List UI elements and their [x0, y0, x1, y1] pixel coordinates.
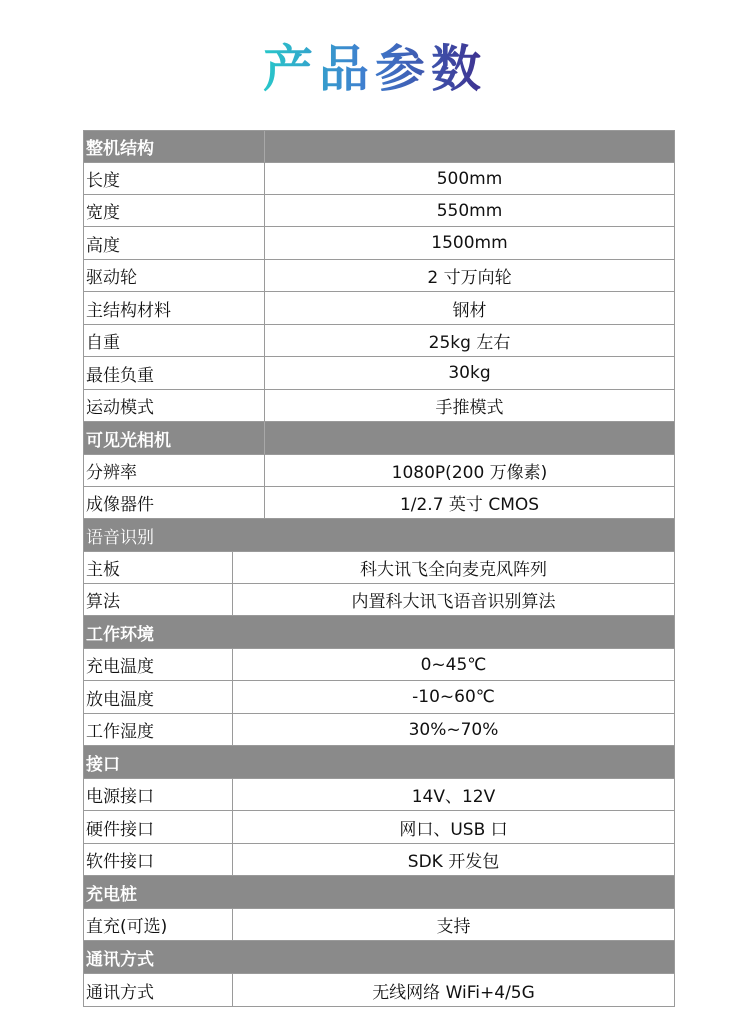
section-header-communication	[84, 941, 674, 974]
page-title: 产品参数	[263, 40, 487, 98]
spec-label: 高度	[84, 227, 265, 259]
spec-label: 工作湿度	[84, 714, 233, 745]
spec-label: 驱动轮	[84, 260, 265, 291]
spec-label: 软件接口	[84, 844, 233, 875]
table-row	[84, 163, 674, 195]
spec-value: 25kg 左右	[428, 333, 511, 353]
table-row	[84, 974, 674, 1007]
section-title: 充电桩	[86, 884, 137, 905]
spec-label: 电源接口	[84, 779, 233, 810]
table-row	[84, 325, 674, 357]
table-row	[84, 811, 674, 844]
section-title: 通讯方式	[86, 949, 154, 970]
spec-label: 成像器件	[84, 487, 265, 518]
table-row	[84, 195, 674, 227]
spec-table	[83, 130, 675, 1007]
spec-label: 宽度	[84, 195, 265, 226]
section-header-environment	[84, 616, 674, 649]
spec-value: 500mm	[436, 168, 503, 189]
table-row	[84, 844, 674, 876]
section-title: 可见光相机	[84, 422, 265, 454]
section-header-camera	[84, 422, 674, 455]
spec-label: 长度	[84, 163, 265, 194]
spec-label: 最佳负重	[84, 357, 265, 389]
spec-label: 自重	[84, 325, 265, 356]
table-row	[84, 909, 674, 941]
spec-label: 主板	[84, 552, 233, 583]
table-row	[84, 487, 674, 519]
spec-label: 通讯方式	[84, 974, 233, 1006]
spec-value: 1500mm	[431, 233, 508, 253]
section-header-interfaces	[84, 746, 674, 779]
spec-label: 算法	[84, 584, 233, 615]
spec-value: 网口、USB 口	[399, 819, 508, 840]
spec-value: 支持	[436, 917, 471, 937]
spec-value: 无线网络 WiFi+4/5G	[372, 982, 535, 1003]
table-row	[84, 649, 674, 681]
spec-value: 30kg	[448, 363, 491, 383]
spec-value: SDK 开发包	[407, 852, 500, 872]
spec-label: 分辨率	[84, 455, 265, 486]
section-title: 工作环境	[86, 624, 154, 645]
table-row	[84, 390, 674, 422]
table-row	[84, 714, 674, 746]
section-title: 语音识别	[86, 527, 154, 548]
spec-value: 2 寸万向轮	[427, 268, 512, 288]
spec-value: 手推模式	[435, 398, 504, 418]
section-title: 接口	[86, 754, 120, 775]
spec-value: 550mm	[436, 200, 503, 221]
spec-value: 0~45℃	[420, 654, 487, 675]
spec-value: 钢材	[452, 300, 487, 321]
spec-label: 放电温度	[84, 681, 233, 713]
table-row	[84, 292, 674, 325]
spec-value: -10~60℃	[412, 687, 495, 707]
section-header-charging-pile	[84, 876, 674, 909]
table-row	[84, 779, 674, 811]
table-row	[84, 357, 674, 390]
spec-value: 1/2.7 英寸 CMOS	[399, 495, 540, 515]
section-header-structure	[84, 130, 674, 163]
table-row	[84, 584, 674, 616]
spec-label: 充电温度	[84, 649, 233, 680]
table-row	[84, 681, 674, 714]
section-title: 整机结构	[84, 131, 265, 162]
spec-value: 内置科大讯飞语音识别算法	[351, 592, 556, 612]
spec-value: 科大讯飞全向麦克风阵列	[360, 560, 547, 580]
spec-label: 直充(可选)	[84, 909, 233, 940]
spec-value: 14V、12V	[411, 787, 496, 807]
table-row	[84, 552, 674, 584]
table-row	[84, 260, 674, 292]
spec-label: 硬件接口	[84, 811, 233, 843]
spec-label: 运动模式	[84, 390, 265, 421]
table-row	[84, 227, 674, 260]
spec-value: 30%~70%	[408, 719, 499, 740]
spec-value: 1080P(200 万像素)	[391, 463, 548, 483]
section-header-voice	[84, 519, 674, 552]
table-row	[84, 455, 674, 487]
spec-label: 主结构材料	[84, 292, 265, 324]
